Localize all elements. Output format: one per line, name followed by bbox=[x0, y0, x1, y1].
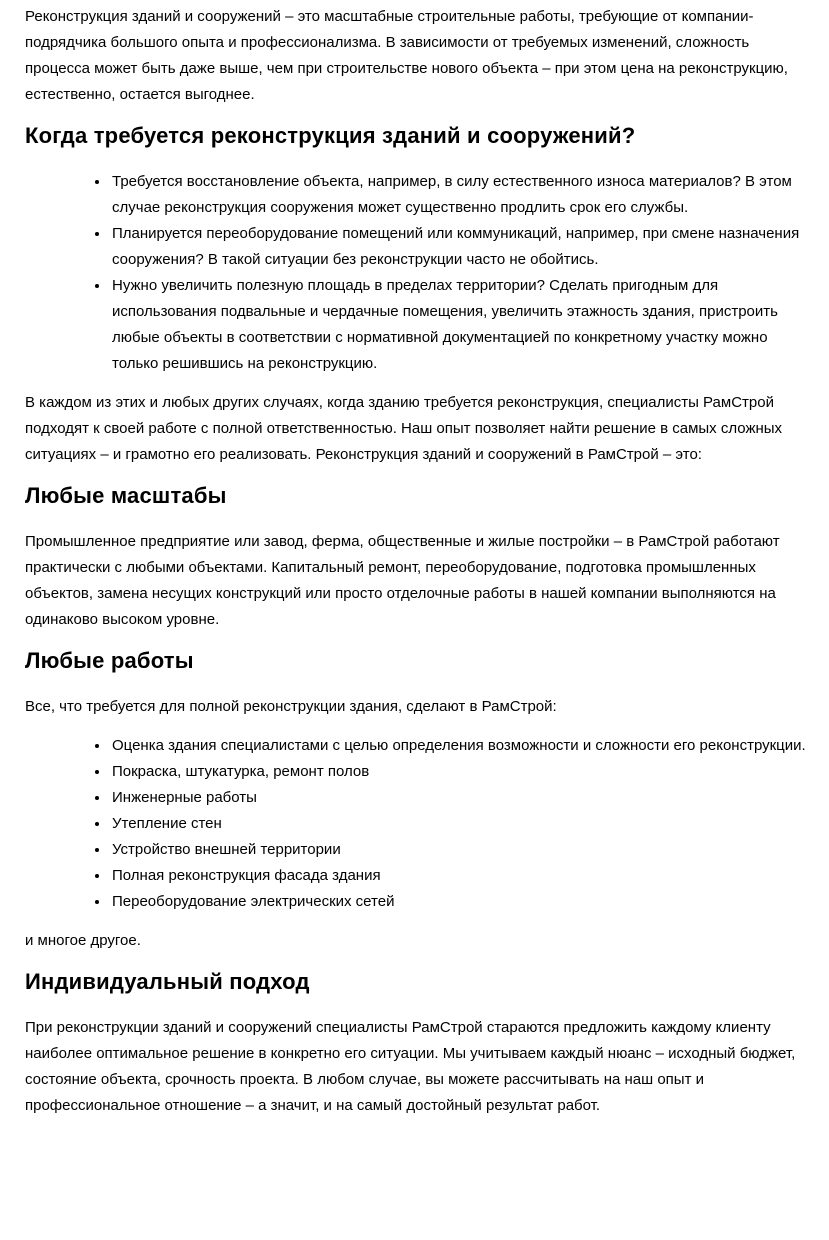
section-heading-any-works: Любые работы bbox=[25, 648, 194, 673]
list-item: • Нужно увеличить полезную площадь в пределах территории? Сделать пригодным для использования подвальные и чердачные помещения, увеличить этажность здания, пристроить любые объекты в соответствии с нормативной документацией по конкретному участку можно только решившись на реконструкцию. bbox=[110, 273, 807, 377]
section-heading-any-scale: Любые масштабы bbox=[25, 483, 227, 508]
section-heading-individual-approach: Индивидуальный подход bbox=[25, 969, 310, 994]
any-works-intro-paragraph: Все, что требуется для полной реконструкции здания, сделают в РамСтрой: bbox=[25, 698, 557, 715]
any-scale-paragraph: Промышленное предприятие или завод, ферма, общественные и жилые постройки – в РамСтрой работают практически с любыми объектами. Капитальный ремонт, переоборудование, подготовка промышленных объектов, замена несущих конструкций или просто отделочные работы в нашей компании выполняются на одинаково высоком уровне. bbox=[25, 533, 780, 628]
list-item: • Оценка здания специалистами с целью определения возможности и сложности его реконструкции. bbox=[110, 733, 807, 759]
list-item: • Покраска, штукатурка, ремонт полов bbox=[110, 759, 807, 785]
and-much-more-paragraph: и многое другое. bbox=[25, 932, 141, 949]
after-reasons-paragraph: В каждом из этих и любых других случаях, когда зданию требуется реконструкция, специалисты РамСтрой подходят к своей работе с полной ответственностью. Наш опыт позволяет найти решение в самых сложных ситуациях – и грамотно его реализовать. Реконструкция зданий и сооружений в РамСтрой – это: bbox=[25, 394, 783, 463]
list-item: • Планируется переоборудование помещений или коммуникаций, например, при смене назначения сооружения? В такой ситуации без реконструкции часто не обойтись. bbox=[110, 221, 807, 273]
individual-approach-paragraph: При реконструкции зданий и сооружений специалисты РамСтрой стараются предложить каждому клиенту наиболее оптимальное решение в конкретно его ситуации. Мы учитываем каждый нюанс – исходный бюджет, состояние объекта, срочность проекта. В любом случае, вы можете рассчитывать на наш опыт и профессиональное отношение – а значит, и на самый достойный результат работ. bbox=[25, 1019, 796, 1114]
list-item: • Утепление стен bbox=[110, 811, 807, 837]
list-item: • Полная реконструкция фасада здания bbox=[110, 863, 807, 889]
reconstruction-reasons-list bbox=[25, 169, 807, 377]
list-item: • Устройство внешней территории bbox=[110, 837, 807, 863]
works-list bbox=[25, 733, 807, 915]
intro-paragraph: Реконструкция зданий и сооружений – это масштабные строительные работы, требующие от компании-подрядчика большого опыта и профессионализма. В зависимости от требуемых изменений, сложность процесса может быть даже выше, чем при строительстве нового объекта – при этом цена на реконструкцию, естественно, остается выгоднее. bbox=[25, 8, 788, 103]
list-item: • Инженерные работы bbox=[110, 785, 807, 811]
section-heading-when-needed: Когда требуется реконструкция зданий и сооружений? bbox=[25, 123, 636, 148]
list-item: • Требуется восстановление объекта, например, в силу естественного износа материалов? В этом случае реконструкция сооружения может существенно продлить срок его службы. bbox=[110, 169, 807, 221]
list-item: • Переоборудование электрических сетей bbox=[110, 889, 807, 915]
